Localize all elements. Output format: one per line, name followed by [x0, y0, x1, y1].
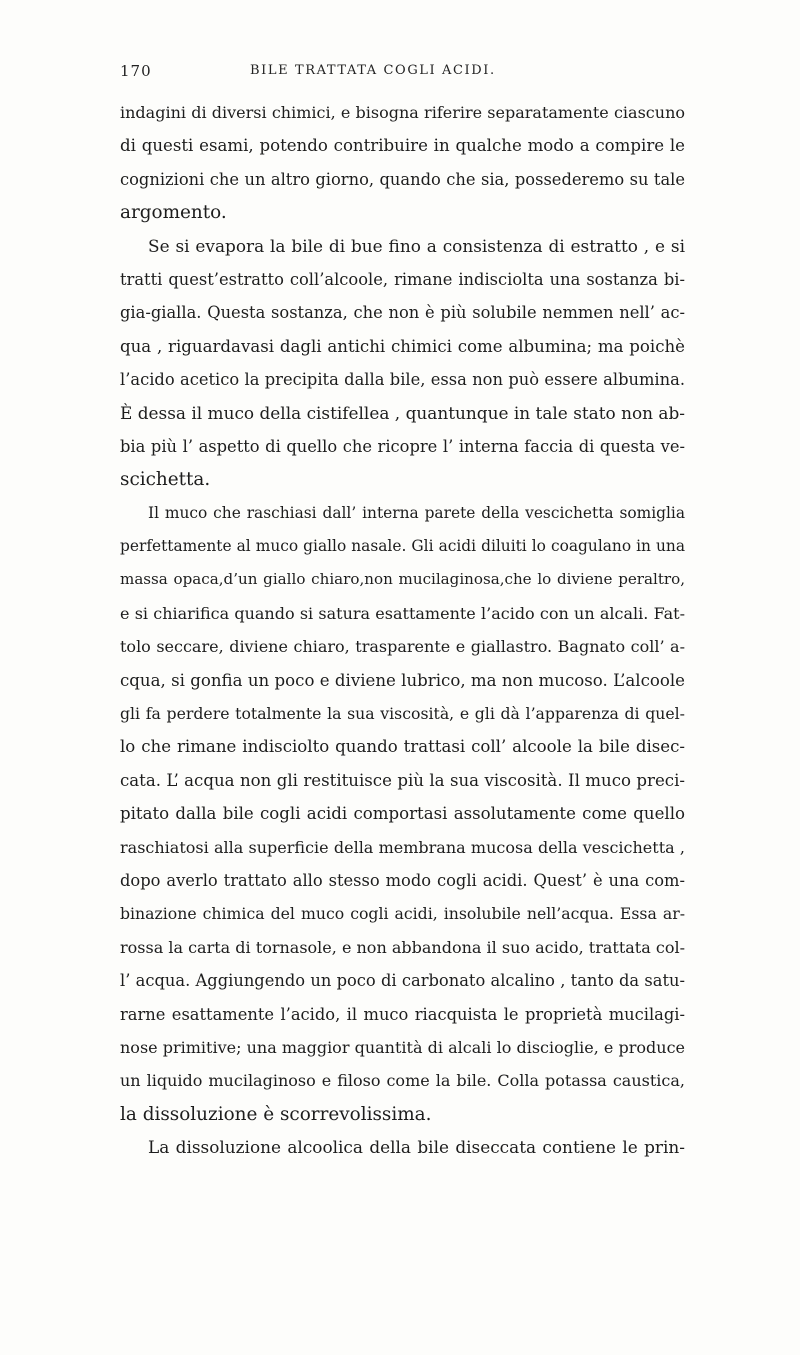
- text-line: È dessa il muco della cistifellea , quantunque in tale stato non ab-: [120, 402, 685, 423]
- text-line: Il muco che raschiasi dall’ interna parete della vescichetta somiglia: [148, 503, 685, 522]
- text-line: bia più l’ aspetto di quello che ricopre l’ interna faccia di questa ve-: [120, 436, 685, 456]
- text-line: l’acido acetico la precipita dalla bile, essa non può essere albumina.: [120, 370, 685, 390]
- paragraph: [120, 96, 685, 230]
- text-line: Se si evapora la bile di bue fino a consistenza di estratto , e si: [148, 235, 685, 256]
- page-header: [120, 62, 660, 84]
- text-line: cqua, si gonfia un poco e diviene lubrico, ma non mucoso. L’alcoole: [120, 670, 685, 690]
- text-line: indagini di diversi chimici, e bisogna riferire separatamente ciascuno: [120, 103, 685, 122]
- paragraph: [120, 230, 685, 497]
- text-line: lo che rimane indisciolto quando trattasi coll’ alcoole la bile disec-: [120, 737, 685, 757]
- text-line: di questi esami, potendo contribuire in qualche modo a compire le: [120, 136, 685, 156]
- text-line: la dissoluzione è scorrevolissima.: [120, 1103, 432, 1125]
- text-line: gli fa perdere totalmente la sua viscosità, e gli dà l’apparenza di quel-: [120, 704, 685, 724]
- page-number: 170: [120, 62, 152, 80]
- text-line: raschiatosi alla superficie della membrana mucosa della vescichetta ,: [120, 837, 685, 857]
- running-head: BILE TRATTATA COGLI ACIDI.: [250, 63, 496, 78]
- text-line: rossa la carta di tornasole, e non abbandona il suo acido, trattata col-: [120, 937, 685, 957]
- text-line: tolo seccare, diviene chiaro, trasparente e giallastro. Bagnato coll’ a-: [120, 637, 685, 657]
- text-line: cognizioni che un altro giorno, quando che sia, possederemo su tale: [120, 169, 685, 189]
- text-line: scichetta.: [120, 469, 211, 491]
- text-line: argomento.: [120, 202, 227, 224]
- text-line: perfettamente al muco giallo nasale. Gli acidi diluiti lo coagulano in una: [120, 537, 685, 556]
- body-text: [120, 96, 685, 1165]
- text-line: rarne esattamente l’acido, il muco riacquista le proprietà mucilagi-: [120, 1004, 685, 1024]
- paragraph: [120, 497, 685, 1131]
- text-line: gia-gialla. Questa sostanza, che non è più solubile nemmen nell’ ac-: [120, 303, 685, 323]
- text-line: pitato dalla bile cogli acidi comportasi assolutamente come quello: [120, 804, 685, 824]
- text-line: dopo averlo trattato allo stesso modo cogli acidi. Quest’ è una com-: [120, 870, 685, 890]
- text-line: cata. L’ acqua non gli restituisce più la sua viscosità. Il muco preci-: [120, 770, 685, 790]
- text-line: tratti quest’estratto coll’alcoole, rimane indisciolta una sostanza bi-: [120, 269, 685, 289]
- text-line: qua , riguardavasi dagli antichi chimici come albumina; ma poichè: [120, 336, 685, 356]
- text-line: e si chiarifica quando si satura esattamente l’acido con un alcali. Fat-: [120, 603, 685, 623]
- text-line: nose primitive; una maggior quantità di alcali lo discioglie, e produce: [120, 1037, 685, 1057]
- text-line: La dissoluzione alcoolica della bile diseccata contiene le prin-: [148, 1137, 685, 1158]
- text-line: massa opaca,d’un giallo chiaro,non mucilaginosa,che lo diviene peraltro,: [120, 570, 685, 589]
- paragraph: [120, 1131, 685, 1164]
- text-line: l’ acqua. Aggiungendo un poco di carbonato alcalino , tanto da satu-: [120, 971, 685, 991]
- text-line: un liquido mucilaginoso e filoso come la bile. Colla potassa caustica,: [120, 1071, 685, 1091]
- text-line: binazione chimica del muco cogli acidi, insolubile nell’acqua. Essa ar-: [120, 904, 685, 924]
